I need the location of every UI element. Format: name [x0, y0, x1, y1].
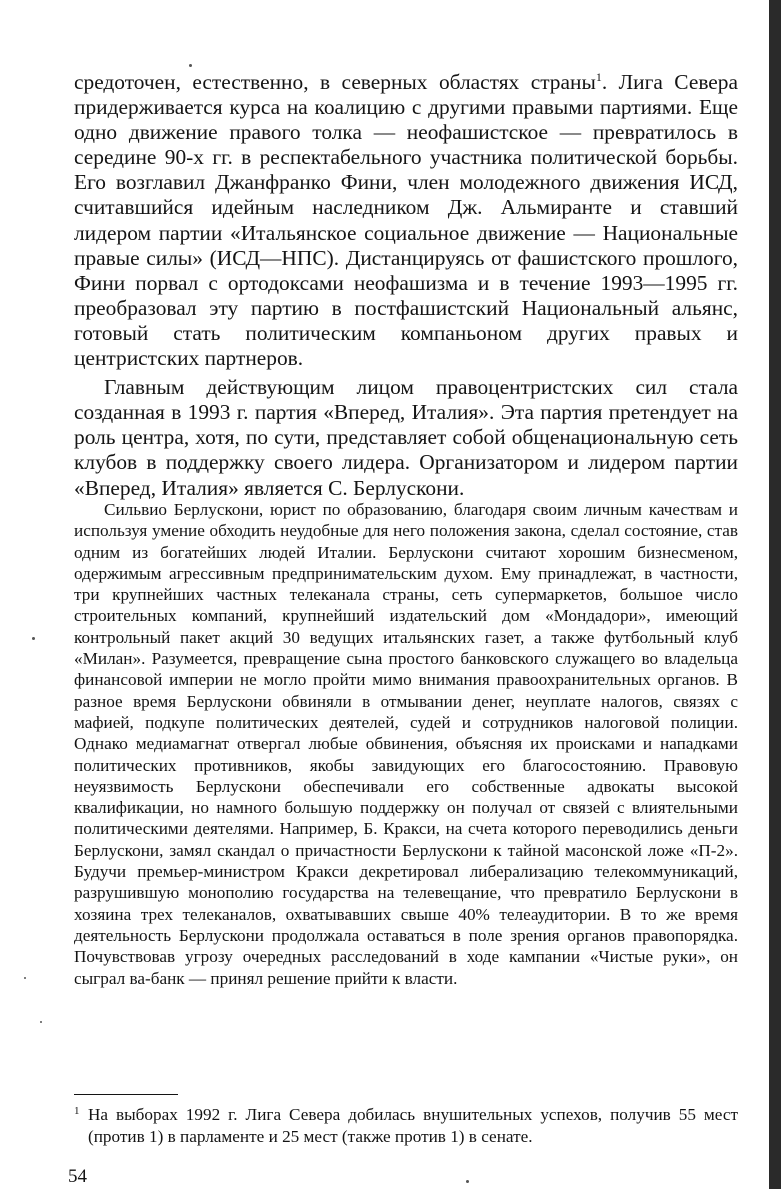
footnote-mark: 1 [74, 1105, 80, 1117]
sidebar-biography-text [74, 499, 738, 989]
scan-speck [189, 64, 192, 67]
body-paragraph-2: Главным действующим лицом правоцентристских сил стала созданная в 1993 г. партия «Вперед, Италия». Эта партия претендует на роль центра, хотя, по сути, представляет собой общенациональную сеть клубов в поддержку своего лидера. Организатором и лидером партии «Вперед, Италия» является С. Берлускони. [74, 375, 738, 500]
scan-speck [32, 637, 35, 640]
body-paragraph-1-rest: . Лига Севера придерживается курса на коалицию с другими правыми партиями. Еще одно движение правого толка — неофашистское — превратилось в середине 90-х гг. в респектабельного участника политической борьбы. Его возглавил Джанфранко Фини, член молодежного движения ИСД, считавшийся идейным наследником Дж. Альмиранте и ставший лидером партии «Итальянское социальное движение — Национальные правые силы» (ИСД—НПС). Дистанцируясь от фашистского прошлого, Фини порвал с ортодоксами неофашизма и в течение 1993—1995 гг. преобразовал эту партию в постфашистский Национальный альянс, готовый стать политическим компаньоном других правых и центристских партнеров. [74, 70, 738, 371]
main-body-text [74, 70, 738, 501]
body-paragraph-1 [74, 70, 738, 371]
scan-speck [466, 1180, 469, 1183]
footnote-divider [74, 1094, 178, 1095]
scan-speck [24, 977, 26, 979]
scan-speck [40, 1021, 42, 1023]
body-paragraph-1-start: средоточен, естественно, в северных областях страны [74, 70, 596, 94]
footnote-section [74, 1104, 738, 1147]
footnote-reference[interactable]: 1 [595, 69, 602, 84]
scan-edge-shadow [769, 0, 781, 1189]
biography-paragraph: Сильвио Берлускони, юрист по образованию, благодаря своим личным качествам и используя умение обходить неудобные для него положения закона, сделал состояние, став одним из богатейших людей Италии. Берлускони считают хорошим бизнесменом, одержимым агрессивным предпринимательским духом. Ему принадлежат, в частности, три крупнейших частных телеканала страны, сеть супермаркетов, большое число строительных компаний, крупнейший издательский дом «Мондадори», имеющий контрольный пакет акций 30 ведущих итальянских газет, а также футбольный клуб «Милан». Разумеется, превращение сына простого банковского служащего во владельца финансовой империи не могло пройти мимо внимания правоохранительных органов. В разное время Берлускони обвиняли в отмывании денег, неуплате налогов, связях с мафией, подкупе политических деятелей, судей и сотрудников налоговой полиции. Однако медиамагнат отвергал любые обвинения, объясняя их происками и нападками политических противников, якобы завидующих его благосостоянию. Правовую неуязвимость Берлускони обеспечивали его собственные адвокаты высокой квалификации, но намного большую поддержку он получал от связей с влиятельными политическими деятелями. Например, Б. Кракси, на счета которого переводились деньги Берлускони, замял скандал о причастности Берлускони к тайной масонской ложе «П-2». Будучи премьер-министром Кракси декретировал либерализацию телекоммуникаций, разрушившую монополию государства на телевещание, что превратило Берлускони в хозяина трех телеканалов, охватывавших свыше 40% телеаудитории. В то же время деятельность Берлускони продолжала оставаться в поле зрения органов правопорядка. Почувствовав угрозу очередных расследований в ходе кампании «Чистые руки», он сыграл ва-банк — принял решение прийти к власти. [74, 500, 738, 988]
footnote-item [74, 1104, 738, 1147]
footnote-text: На выборах 1992 г. Лига Севера добилась внушительных успехов, получив 55 мест (против 1) в парламенте и 25 мест (также против 1) в сенате. [88, 1105, 738, 1146]
page-number: 54 [68, 1166, 87, 1187]
